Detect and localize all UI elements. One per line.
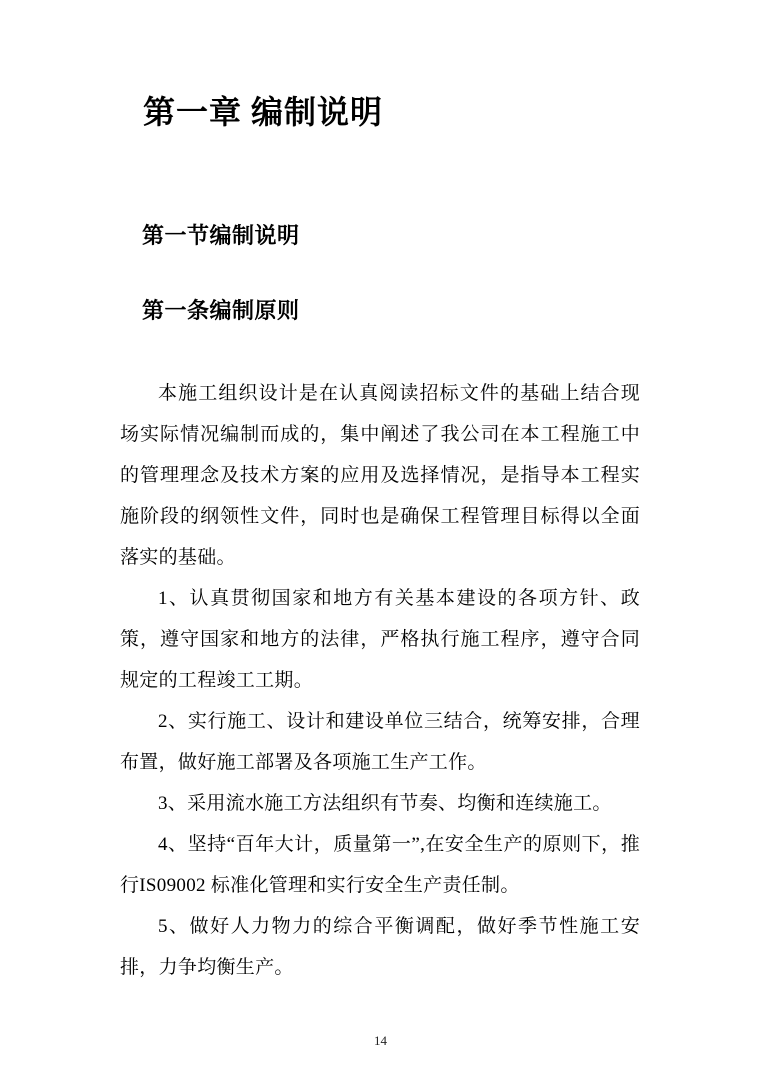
clause-heading: 第一条编制原则 (142, 297, 300, 323)
document-body (120, 373, 640, 988)
paragraph-principle-3: 3、采用流水施工方法组织有节奏、均衡和连续施工。 (158, 793, 612, 815)
paragraph-principle-2: 2、实行施工、设计和建设单位三结合，统筹安排，合理布置，做好施工部署及各项施工生产工作。 (120, 711, 640, 774)
page-number: 14 (374, 1033, 387, 1048)
paragraph-principle-5: 5、做好人力物力的综合平衡调配，做好季节性施工安排，力争均衡生产。 (120, 916, 640, 979)
section-heading: 第一节编制说明 (142, 223, 300, 248)
chapter-title: 第一章 编制说明 (143, 94, 384, 130)
paragraph-principle-4: 4、坚持“百年大计，质量第一”,在安全生产的原则下，推行IS09002 标准化管理和实行安全生产责任制。 (120, 834, 640, 897)
paragraph-principle-1: 1、认真贯彻国家和地方有关基本建设的各项方针、政策，遵守国家和地方的法律，严格执行施工程序，遵守合同规定的工程竣工工期。 (120, 588, 640, 692)
paragraph-intro: 本施工组织设计是在认真阅读招标文件的基础上结合现场实际情况编制而成的，集中阐述了我公司在本工程施工中的管理理念及技术方案的应用及选择情况，是指导本工程实施阶段的纲领性文件，同时也是确保工程管理目标得以全面落实的基础。 (120, 383, 640, 569)
